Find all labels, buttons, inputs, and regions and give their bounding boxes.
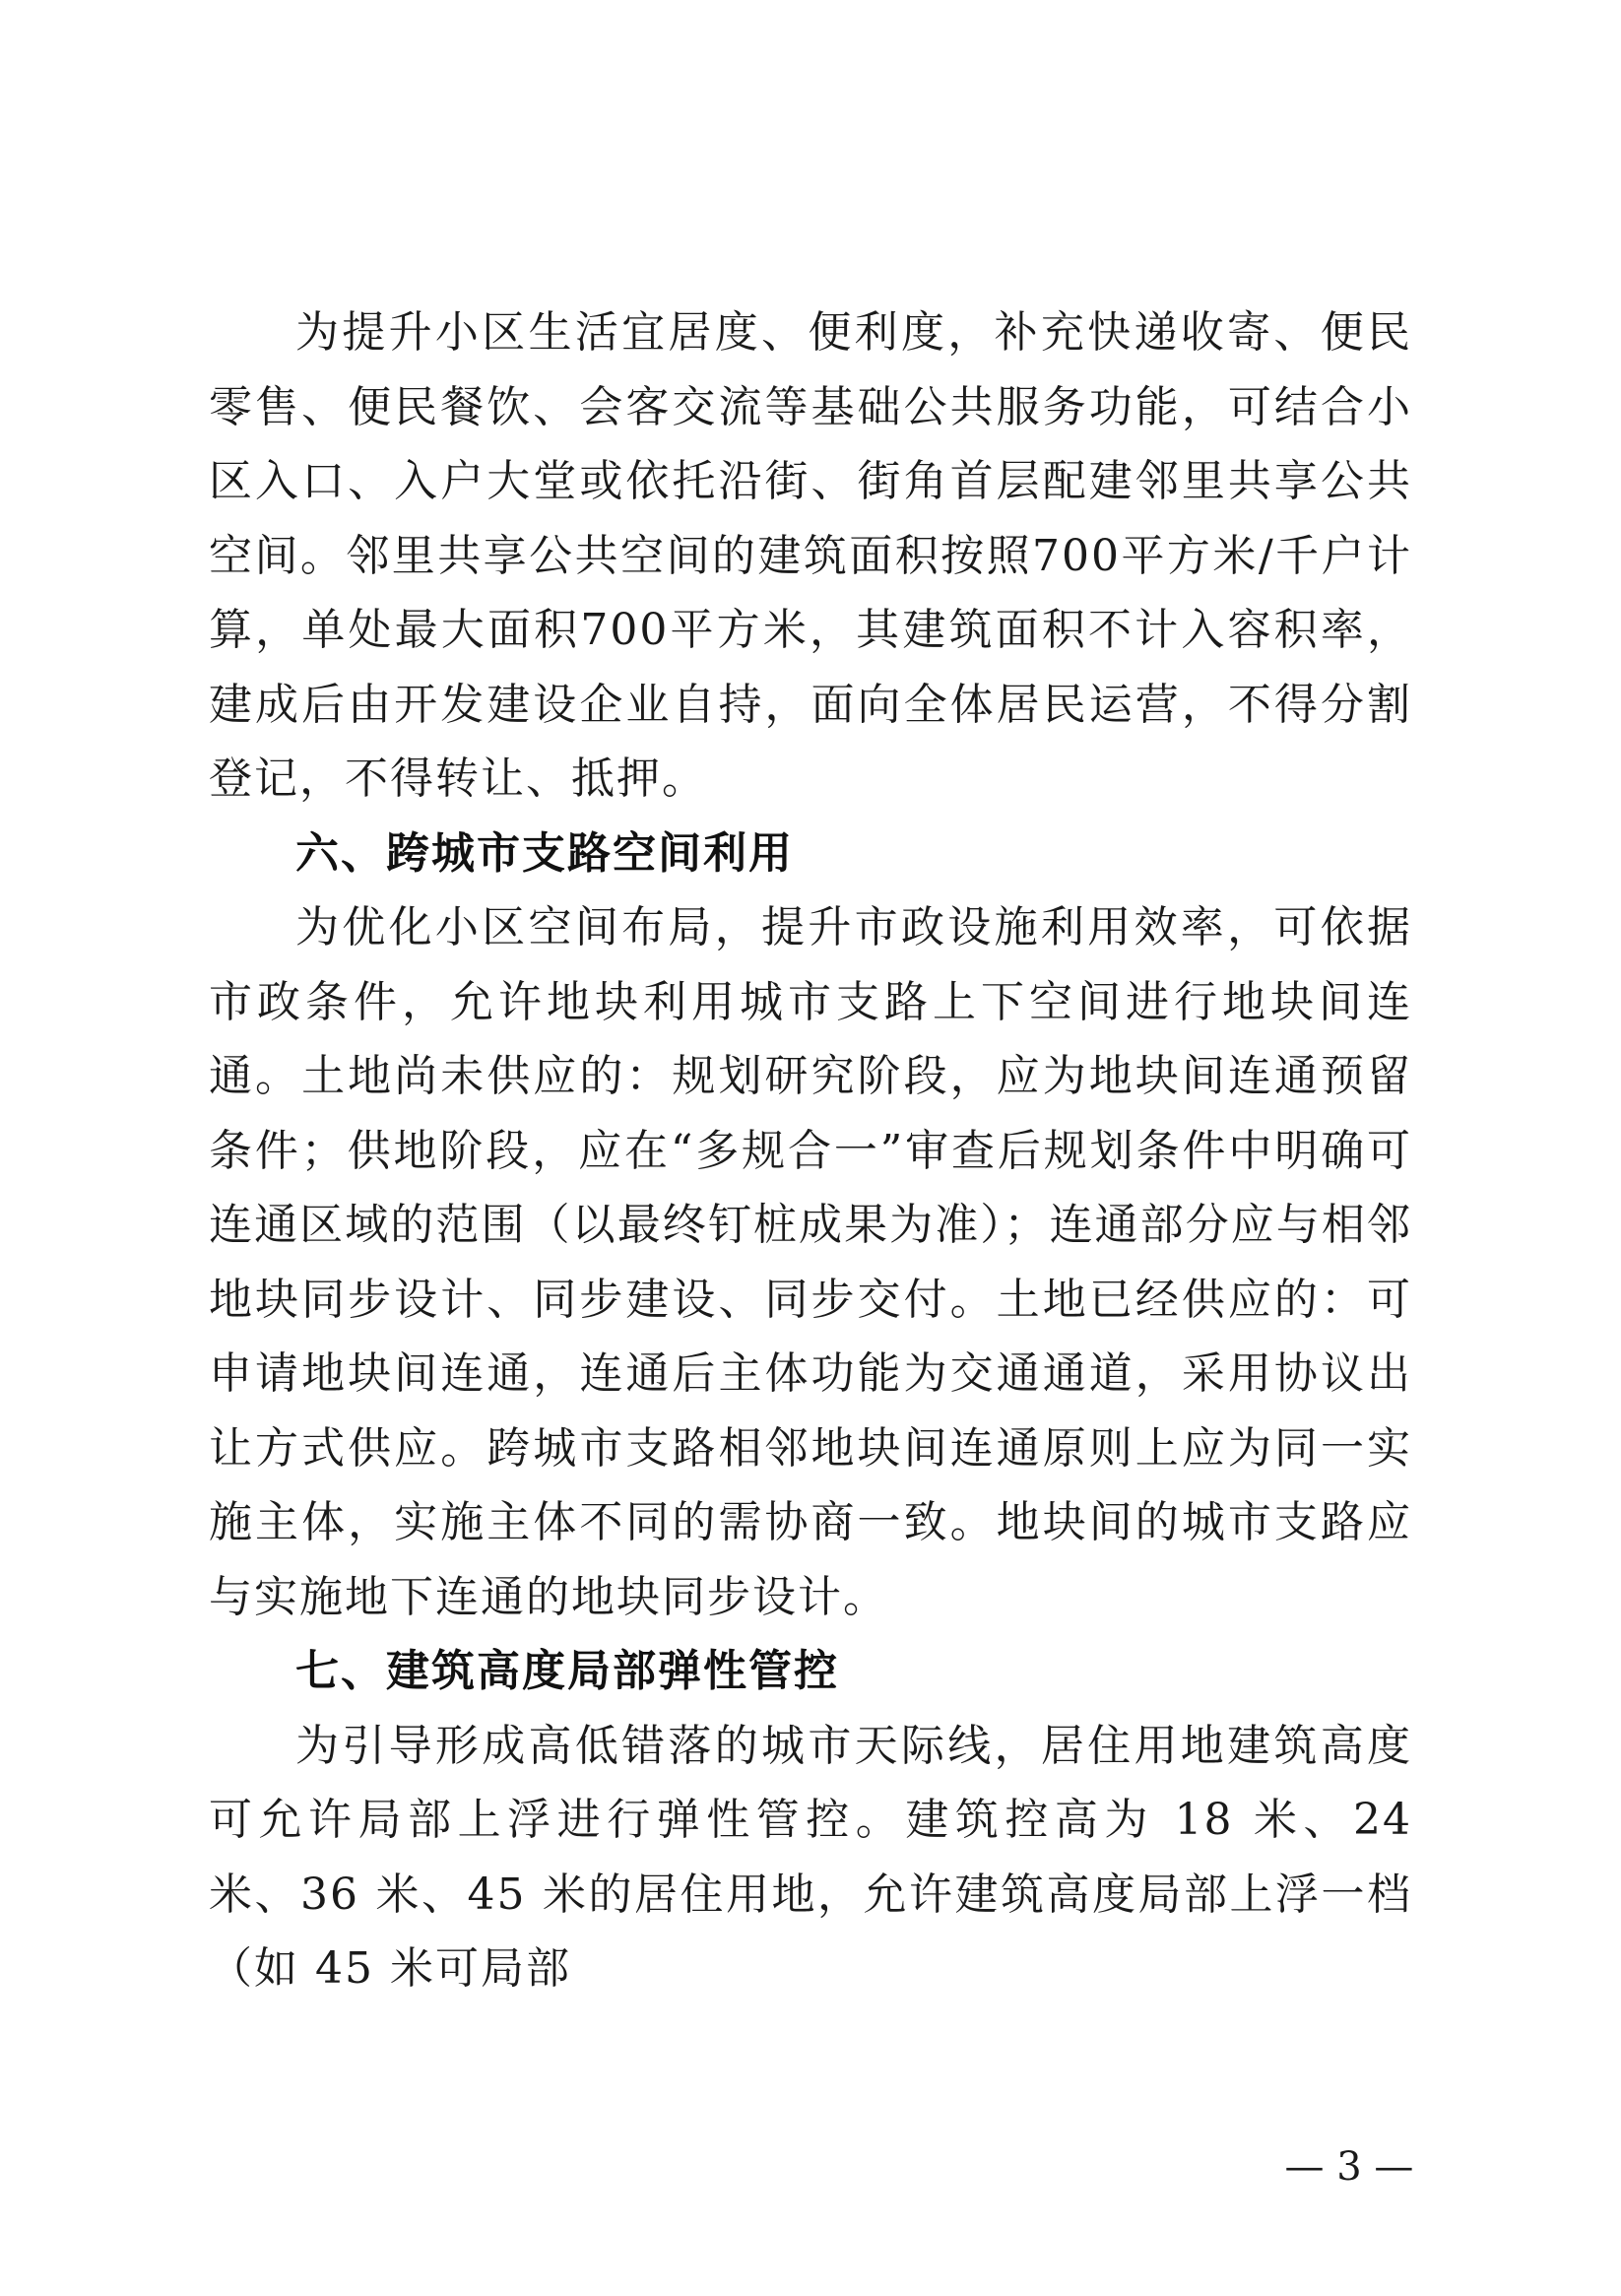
heading-section-six: 六、跨城市支路空间利用 [295,827,794,879]
paragraph-neighborhood-shared-space: 为提升小区生活宜居度、便利度，补充快递收寄、便民零售、便民餐饮、会客交流等基础公共服务功能，可结合小区入口、入户大堂或依托沿街、街角首层配建邻里共享公共空间。邻里共享公共空间的建筑面积按照700平方米/千户计算，单处最大面积700平方米，其建筑面积不计入容积率，建成后由开发建设企业自持，面向全体居民运营，不得分割登记，不得转让、抵押。 [209,307,1412,804]
heading-section-seven: 七、建筑高度局部弹性管控 [295,1646,839,1696]
paragraph-branch-road-space: 为优化小区空间布局，提升市政设施利用效率，可依据市政条件，允许地块利用城市支路上下空间进行地块间连通。土地尚未供应的：规划研究阶段，应为地块间连通预留条件；供地阶段，应在“多规合一”审查后规划条件中明确可连通区域的范围（以最终钉桩成果为准）；连通部分应与相邻地块同步设计、同步建设、同步交付。土地已经供应的：可申请地块间连通，连通后主体功能为交通通道，采用协议出让方式供应。跨城市支路相邻地块间连通原则上应为同一实施主体，实施主体不同的需协商一致。地块间的城市支路应与实施地下连通的地块同步设计。 [209,902,1412,1622]
page-number: — 3 — [1284,2144,1414,2190]
paragraph-building-height-control: 为引导形成高低错落的城市天际线，居住用地建筑高度可允许局部上浮进行弹性管控。建筑控高为 18 米、24 米、36 米、45 米的居住用地，允许建筑高度局部上浮一档（如 45 米可局部 [209,1720,1412,1994]
document-body [209,295,1412,2006]
